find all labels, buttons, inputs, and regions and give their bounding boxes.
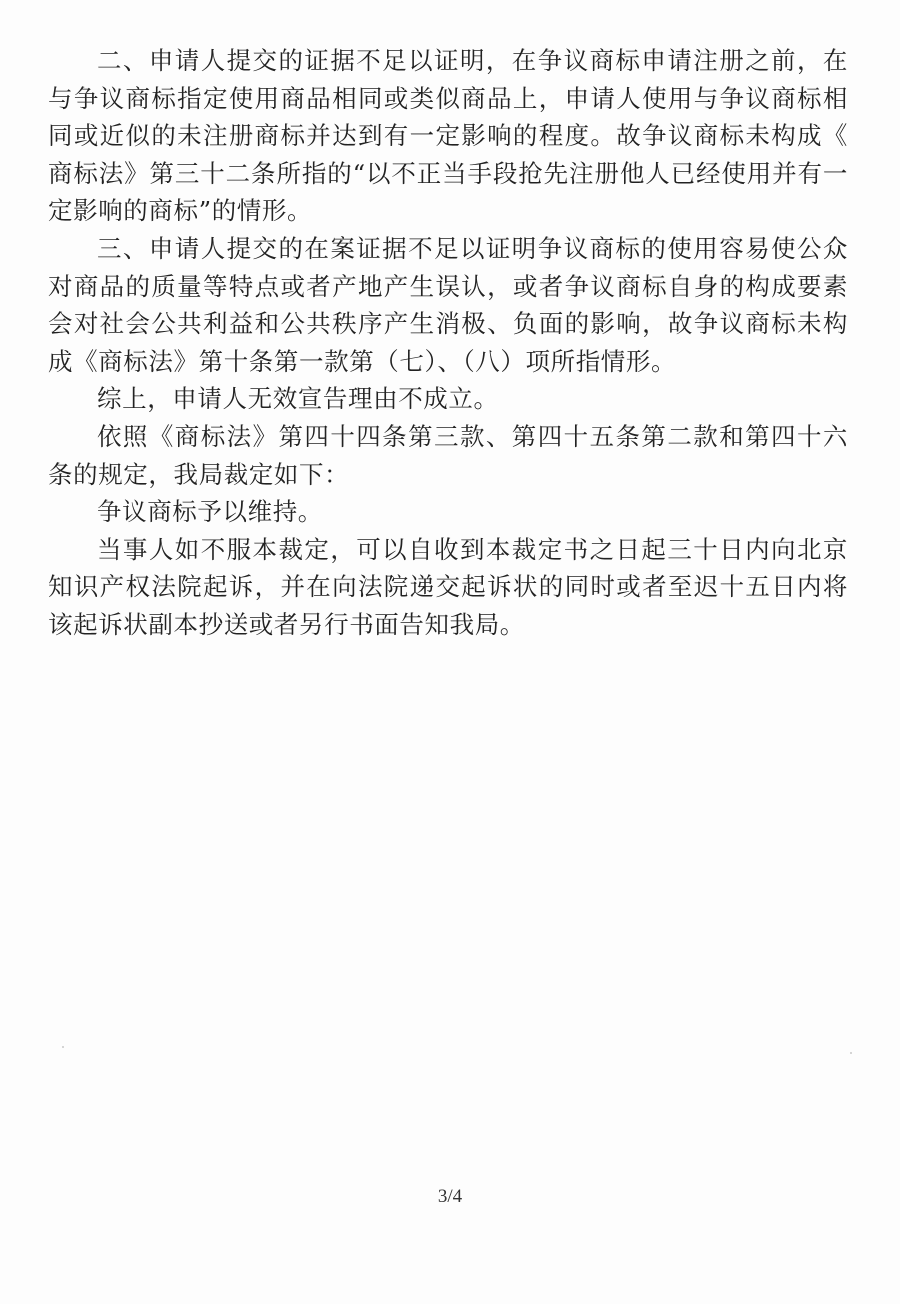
page-number: 3/4 (437, 1186, 463, 1207)
scan-speck (62, 1046, 64, 1048)
paragraph-conclusion: 综上，申请人无效宣告理由不成立。 (97, 384, 499, 414)
paragraph-reason-two: 二、申请人提交的证据不足以证明，在争议商标申请注册之前，在与争议商标指定使用商品相同或类似商品上，申请人使用与争议商标相同或近似的未注册商标并达到有一定影响的程度。故争议商标未构成《商标法》第三十二条所指的“以不正当手段抢先注册他人已经使用并有一定影响的商标”的情形。 (48, 46, 848, 226)
document-body (48, 42, 848, 644)
scan-speck (850, 1052, 852, 1054)
paragraph-legal-basis: 依照《商标法》第四十四条第三款、第四十五条第二款和第四十六条的规定，我局裁定如下： (48, 421, 848, 489)
paragraph-appeal-notice: 当事人如不服本裁定，可以自收到本裁定书之日起三十日内向北京知识产权法院起诉，并在向法院递交起诉状的同时或者至迟十五日内将该起诉状副本抄送或者另行书面告知我局。 (48, 534, 848, 639)
paragraph-reason-three: 三、申请人提交的在案证据不足以证明争议商标的使用容易使公众对商品的质量等特点或者产地产生误认，或者争议商标自身的构成要素会对社会公共利益和公共秩序产生消极、负面的影响，故争议商标未构成《商标法》第十条第一款第（七）、（八）项所指情形。 (48, 233, 848, 376)
paragraph-ruling: 争议商标予以维持。 (97, 497, 323, 527)
